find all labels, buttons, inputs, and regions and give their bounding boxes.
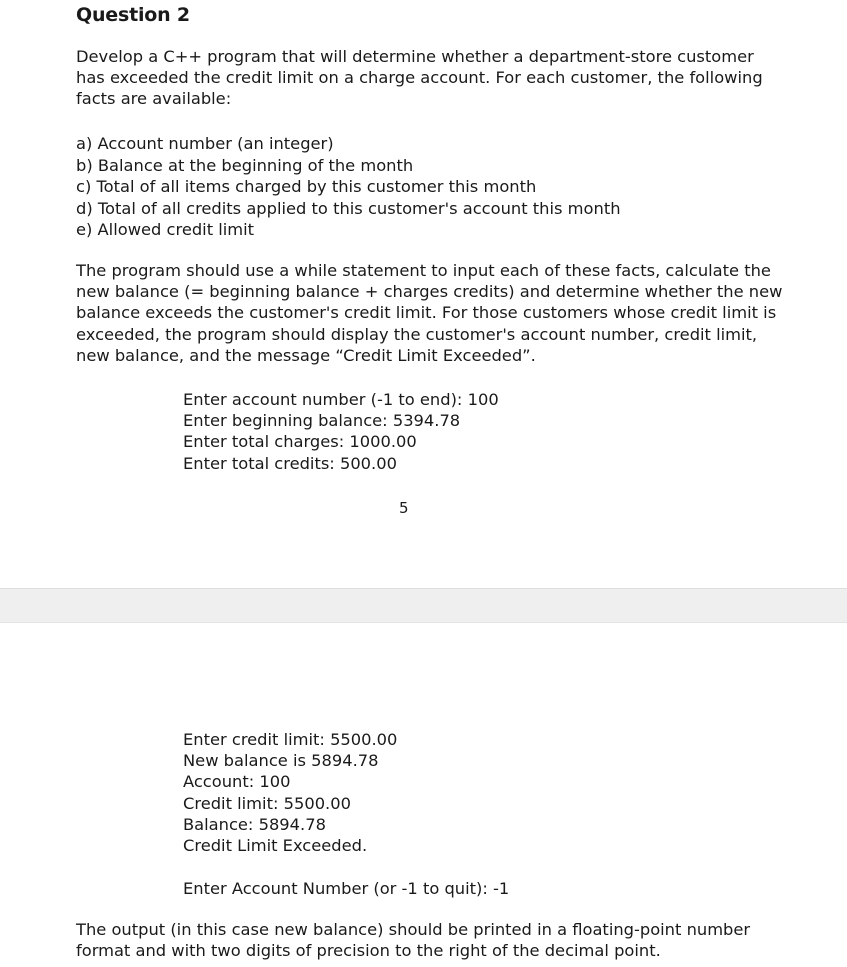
description-line: new balance (= beginning balance + charges credits) and determine whether the new [76, 282, 783, 302]
sample-io-line: Enter total credits: 500.00 [183, 453, 397, 473]
question-title: Question 2 [76, 4, 190, 26]
sample-io-line: Enter total charges: 1000.00 [183, 432, 417, 452]
note-line: The output (in this case new balance) should be printed in a floating-point number [76, 920, 751, 939]
fact-item: b) Balance at the beginning of the month [76, 155, 414, 175]
sample-io-line: Enter credit limit: 5500.00 [183, 730, 398, 749]
sample-io-line: Balance: 5894.78 [183, 814, 326, 834]
intro-line: Develop a C++ program that will determine whether a department-store customer [76, 47, 754, 66]
description-line: balance exceeds the customer's credit limit. For those customers whose credit limit is [76, 303, 777, 323]
sample-io-line: New balance is 5894.78 [183, 751, 379, 771]
sample-io-line: Credit Limit Exceeded. [183, 836, 368, 856]
sample-io-block [183, 389, 499, 474]
fact-item: a) Account number (an integer) [76, 134, 334, 153]
note-paragraph [76, 919, 756, 961]
sample-io-line: Enter beginning balance: 5394.78 [183, 411, 461, 431]
fact-item: c) Total of all items charged by this customer this month [76, 177, 537, 197]
note-line: format and with two digits of precision to the right of the decimal point. [76, 941, 661, 961]
fact-item: e) Allowed credit limit [76, 220, 255, 240]
end-prompt: Enter Account Number (or -1 to quit): -1 [183, 879, 510, 898]
description-line: exceeded, the program should display the customer's account number, credit limit, [76, 324, 758, 344]
page-break [0, 588, 847, 623]
page-number: 5 [399, 499, 409, 517]
facts-list [76, 133, 621, 241]
sample-io-line: Enter account number (-1 to end): 100 [183, 390, 499, 409]
sample-io-block-continued [183, 729, 397, 856]
fact-item: d) Total of all credits applied to this customer's account this month [76, 198, 621, 218]
description-line: The program should use a while statement to input each of these facts, calculate the [76, 261, 771, 280]
intro-line: facts are available: [76, 89, 232, 109]
sample-io-line: Credit limit: 5500.00 [183, 793, 351, 813]
description-line: new balance, and the message “Credit Limit Exceeded”. [76, 345, 536, 365]
intro-paragraph [76, 46, 763, 110]
description-paragraph [76, 260, 783, 366]
intro-line: has exceeded the credit limit on a charge account. For each customer, the following [76, 68, 763, 88]
sample-io-line: Account: 100 [183, 772, 291, 792]
